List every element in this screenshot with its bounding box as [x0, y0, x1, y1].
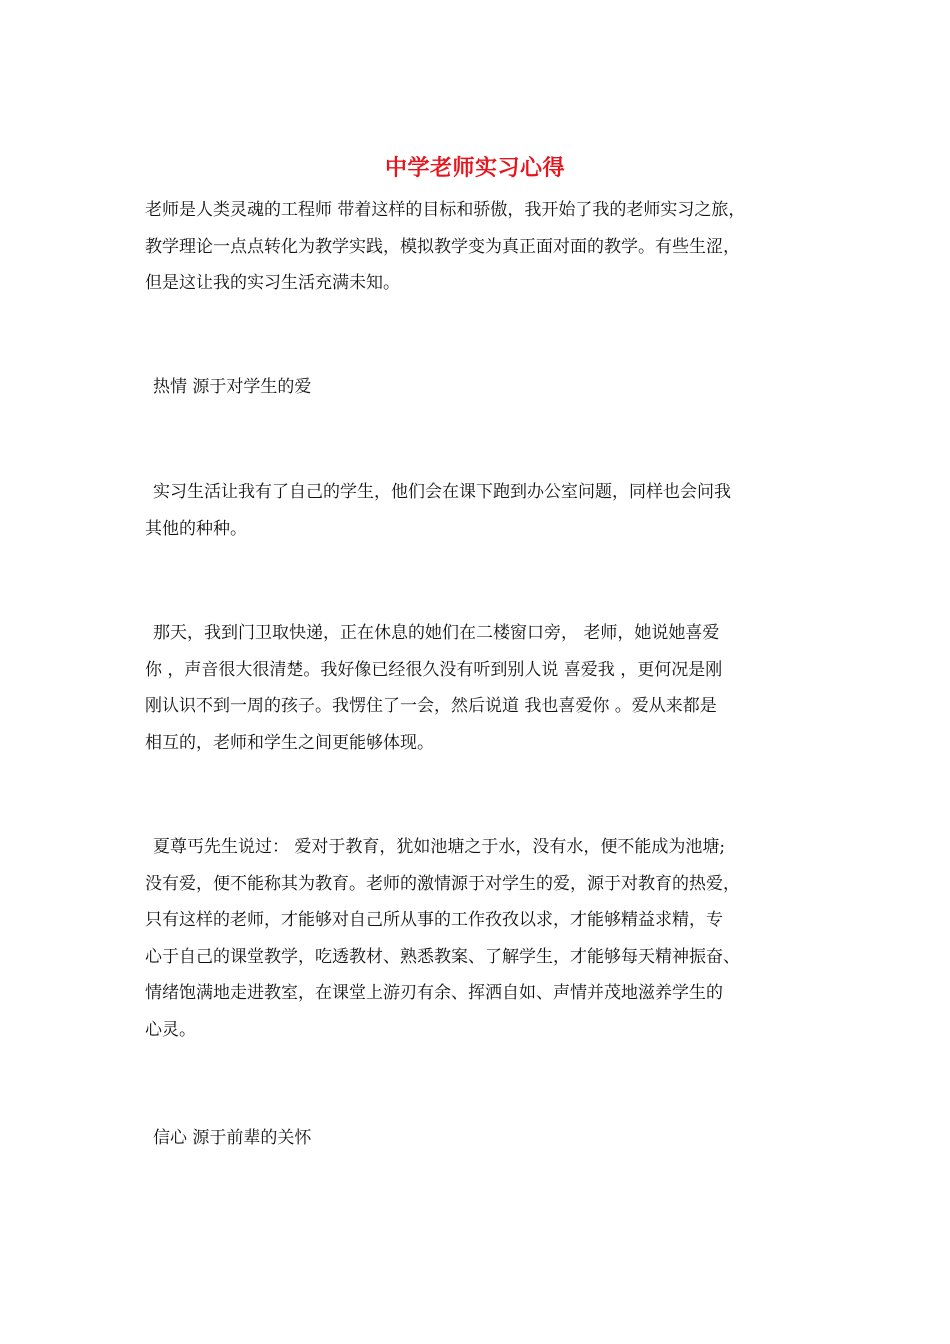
paragraph-line: 那天，我到门卫取快递，正在休息的她们在二楼窗口旁， 老师，她说她喜爱	[153, 623, 720, 643]
section-heading-confidence	[145, 1120, 815, 1157]
paragraph-line: 相互的，老师和学生之间更能够体现。	[145, 732, 434, 753]
paragraph-line: 但是这让我的实习生活充满未知。	[145, 273, 400, 293]
paragraph-line: 刚认识不到一周的孩子。我愣住了一会，然后说道 我也喜爱你 。爱从来都是	[145, 696, 717, 716]
paragraph-line: 教学理论一点点转化为教学实践，模拟教学变为真正面对面的教学。有些生涩，	[145, 236, 740, 257]
paragraph-story	[145, 615, 815, 761]
section-heading-passion	[145, 369, 815, 406]
paragraph-quote	[145, 829, 815, 1048]
paragraph-line: 只有这样的老师，才能够对自己所从事的工作孜孜以求，才能够精益求精，专	[145, 910, 723, 930]
paragraph-line: 心于自己的课堂教学，吃透教材、熟悉教案、了解学生，才能够每天精神振奋、	[145, 946, 740, 967]
paragraph-line: 老师是人类灵魂的工程师 带着这样的目标和骄傲，我开始了我的老师实习之旅，	[145, 200, 746, 220]
paragraph-line: 心灵。	[145, 1019, 196, 1040]
section-heading: 信心 源于前辈的关怀	[153, 1128, 312, 1148]
paragraph-line: 你 ，声音很大很清楚。我好像已经很久没有听到别人说 喜爱我 ，更何况是刚	[145, 659, 723, 680]
paragraph-line: 实习生活让我有了自己的学生，他们会在课下跑到办公室问题，同样也会问我	[153, 482, 731, 502]
page-title: 中学老师实习心得	[384, 155, 565, 181]
paragraph-intro	[145, 192, 815, 302]
section-heading: 热情 源于对学生的爱	[153, 377, 312, 397]
paragraph-line: 没有爱，便不能称其为教育。老师的激情源于对学生的爱，源于对教育的热爱，	[145, 873, 740, 894]
paragraph-students	[145, 474, 815, 547]
paragraph-line: 夏尊丐先生说过： 爱对于教育，犹如池塘之于水，没有水，便不能成为池塘;	[153, 837, 726, 857]
paragraph-line: 情绪饱满地走进教室，在课堂上游刃有余、挥洒自如、声情并茂地滋养学生的	[145, 983, 723, 1003]
paragraph-line: 其他的种种。	[145, 518, 247, 539]
